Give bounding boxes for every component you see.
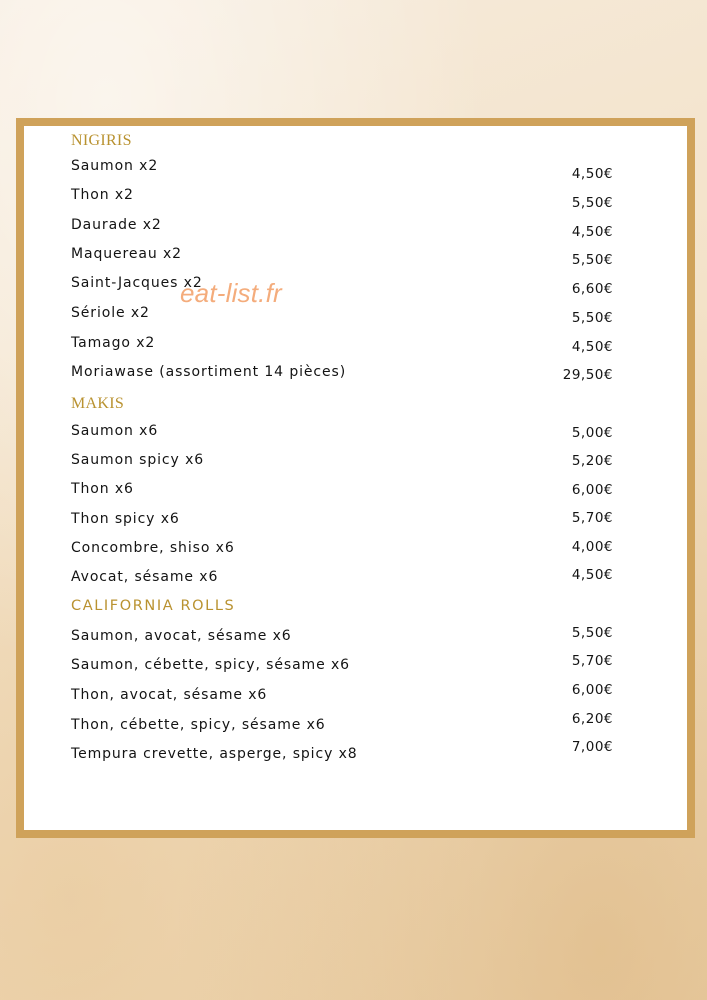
menu-item-name: Thon, cébette, spicy, sésame x6 [71,717,326,733]
menu-item-price: 5,70€ [571,653,613,669]
menu-item-price: 5,50€ [571,310,613,326]
menu-item-name: Saint-Jacques x2 [71,275,203,291]
menu-item-name: Saumon x2 [71,158,159,174]
menu-item-name: Saumon spicy x6 [71,452,205,468]
menu-item-name: Saumon, avocat, sésame x6 [71,628,292,644]
menu-item-name: Thon, avocat, sésame x6 [71,687,268,703]
menu-item-price: 6,60€ [571,281,613,297]
menu-item-name: Sériole x2 [71,305,150,321]
menu-item-price: 4,50€ [571,224,613,240]
menu-item-price: 5,50€ [571,252,613,268]
section-title-nigiris: NIGIRIS [71,132,132,149]
menu-item-name: Saumon, cébette, spicy, sésame x6 [71,657,350,673]
menu-item-name: Moriawase (assortiment 14 pièces) [71,364,347,380]
menu-item-name: Avocat, sésame x6 [71,569,219,585]
section-title-makis: MAKIS [71,395,125,412]
menu-item-price: 4,50€ [571,166,613,182]
menu-item-price: 5,20€ [571,453,613,469]
menu-item-price: 4,00€ [571,539,613,555]
menu-item-price: 7,00€ [571,739,613,755]
menu-item-name: Thon x6 [71,481,134,497]
menu-item-name: Tempura crevette, asperge, spicy x8 [71,746,358,762]
menu-item-name: Daurade x2 [71,217,162,233]
menu-item-name: Saumon x6 [71,423,159,439]
menu-item-name: Thon x2 [71,187,134,203]
menu-item-price: 4,50€ [571,567,613,583]
menu-item-price: 6,00€ [571,682,613,698]
menu-item-name: Tamago x2 [71,335,156,351]
menu-item-price: 6,20€ [571,711,613,727]
watermark: eat-list.fr [180,278,282,308]
menu-item-name: Maquereau x2 [71,246,182,262]
menu-item-price: 5,00€ [571,425,613,441]
section-title-california-rolls: CALIFORNIA ROLLS [71,598,236,614]
menu-item-name: Concombre, shiso x6 [71,540,235,556]
menu-item-name: Thon spicy x6 [71,511,180,527]
menu-item-price: 6,00€ [571,482,613,498]
menu-item-price: 29,50€ [562,367,613,383]
menu-item-price: 4,50€ [571,339,613,355]
menu-item-price: 5,50€ [571,625,613,641]
menu-item-price: 5,50€ [571,195,613,211]
menu-item-price: 5,70€ [571,510,613,526]
